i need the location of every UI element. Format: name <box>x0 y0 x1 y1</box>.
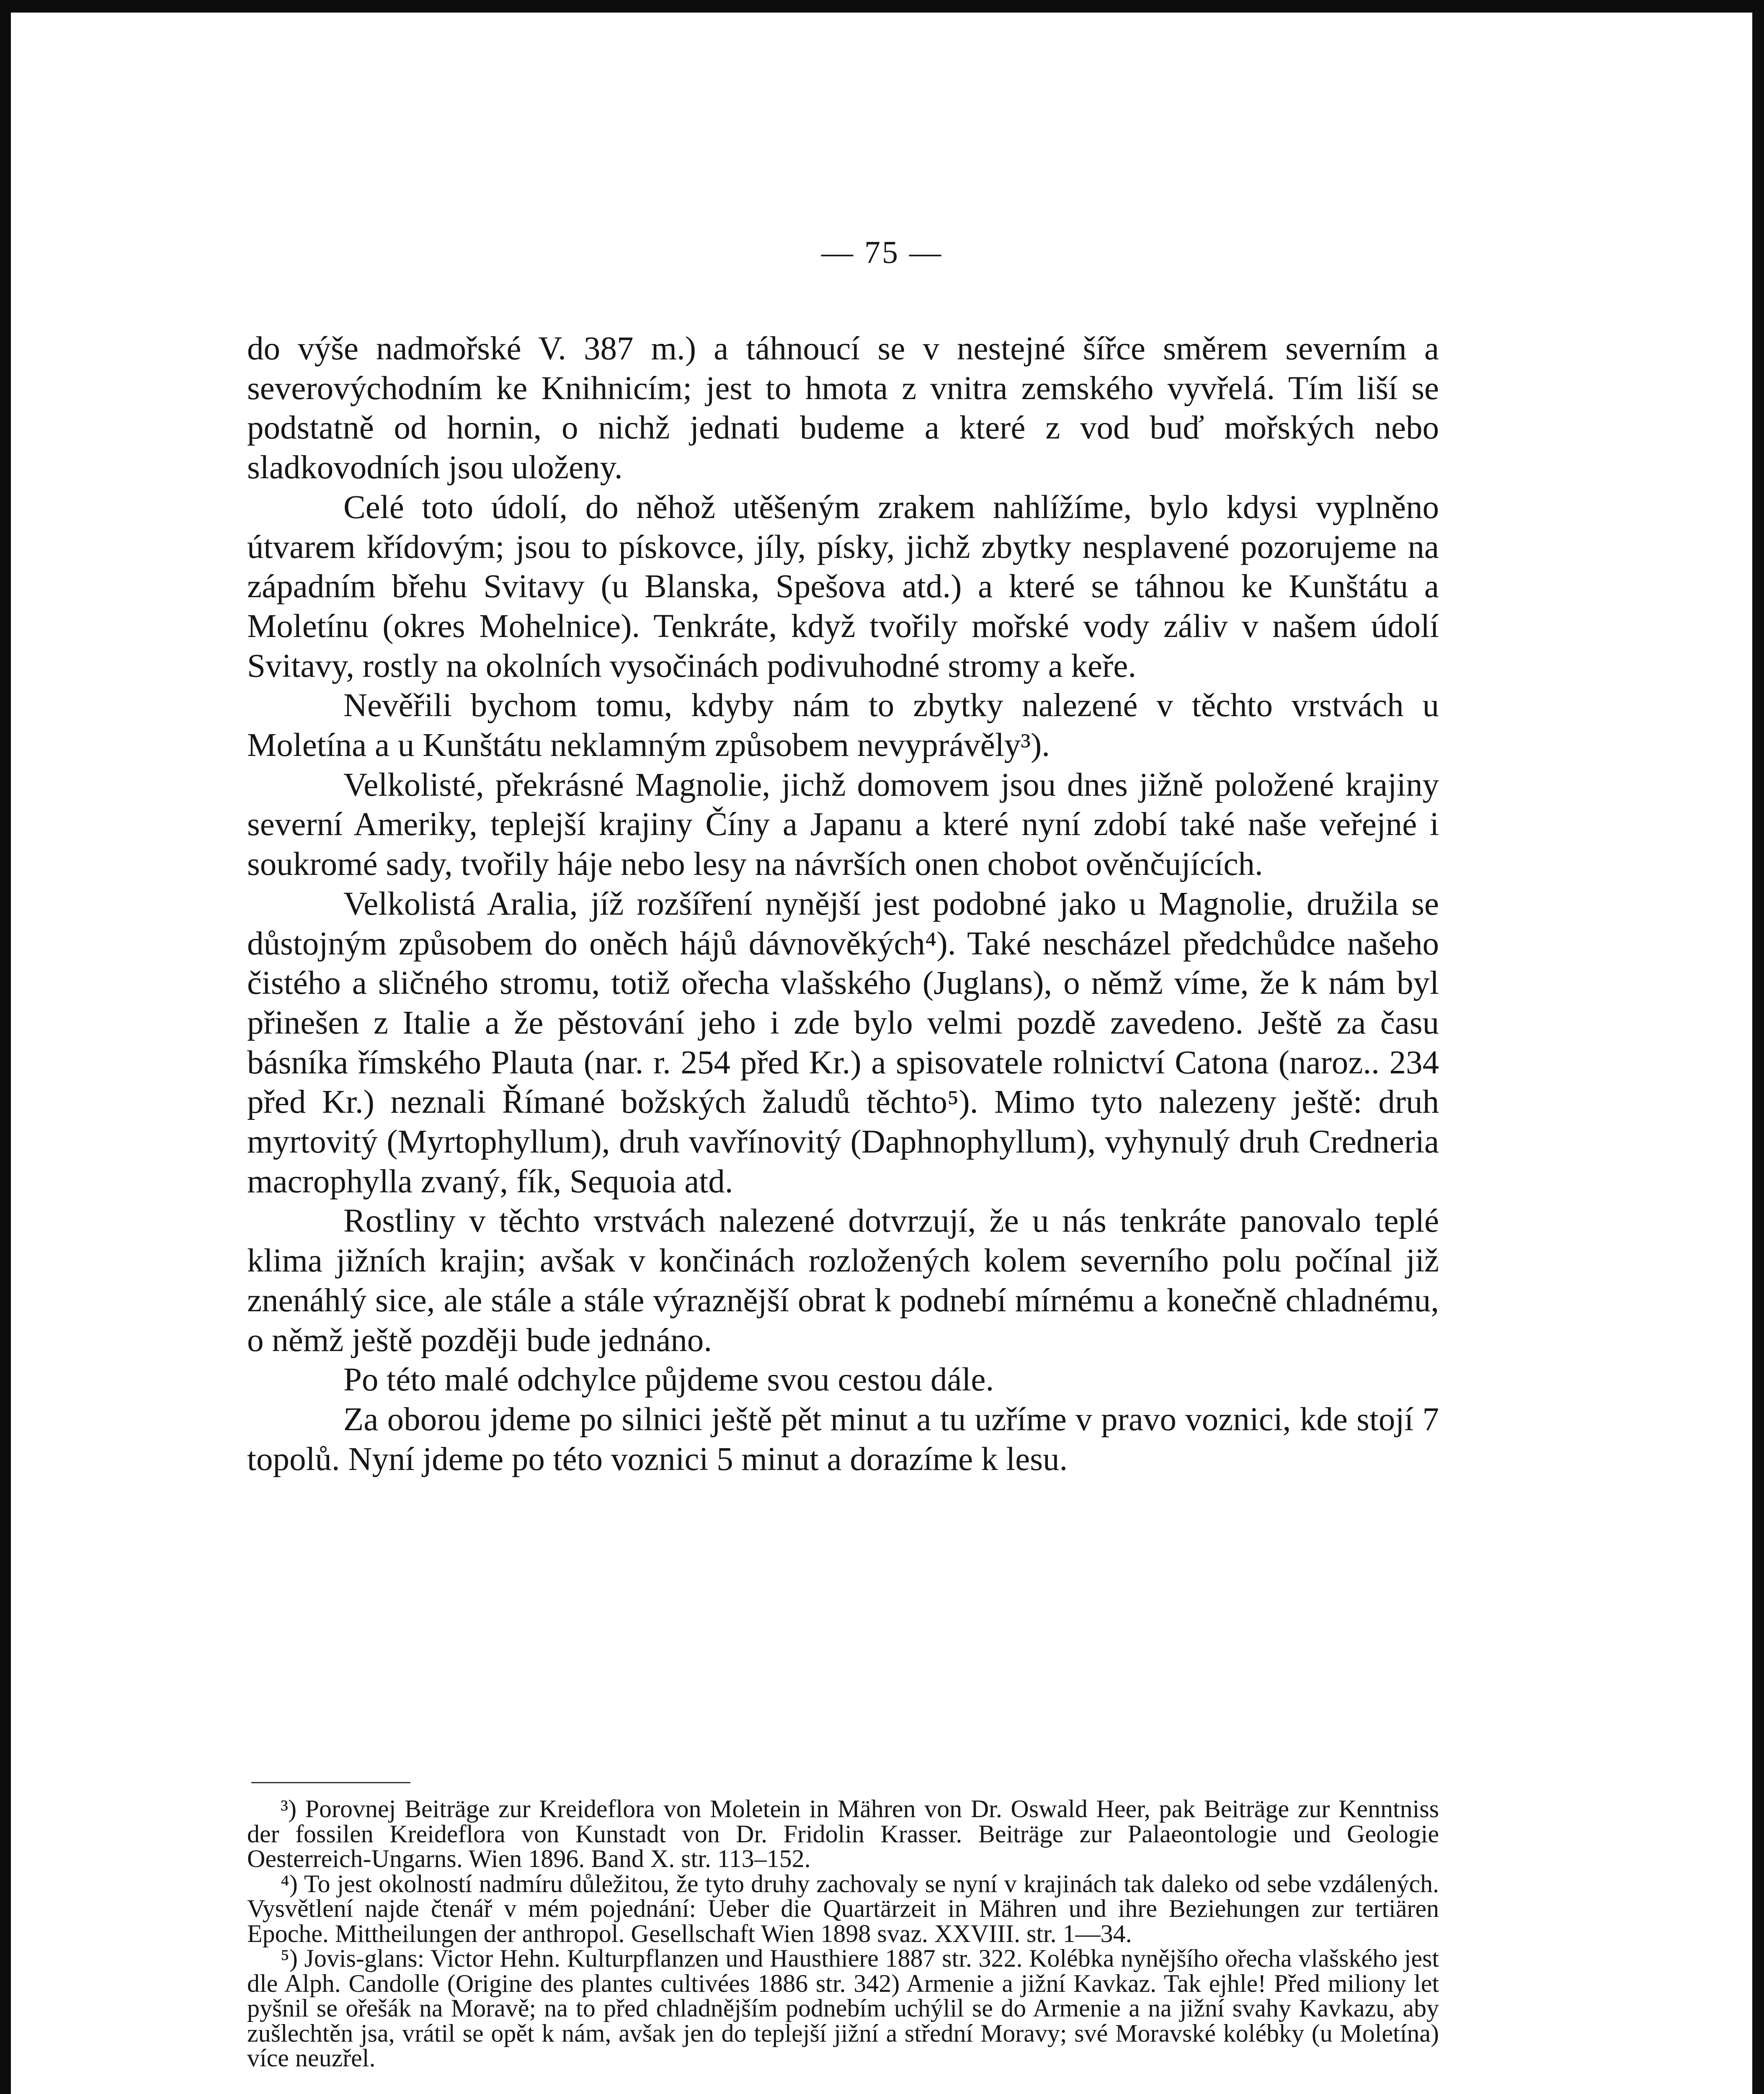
footnote-divider <box>251 1782 410 1783</box>
paragraph: Celé toto údolí, do něhož utěšeným zrakem nahlížíme, bylo kdysi vyplněno útvarem křídovým; jsou to pískovce, jíly, písky, jichž zbytky nesplavené pozorujeme na západním břehu Svitavy (u Blanska, Spešova atd.) a které se táhnou ke Kunštátu a Moletínu (okres Mohelnice). Tenkráte, když tvořily mořské vody záliv v našem údolí Svitavy, rostly na okolních vysočinách podivuhodné stromy a keře. <box>247 489 1439 684</box>
paragraph: Rostliny v těchto vrstvách nalezené dotvrzují, že u nás tenkráte panovalo teplé klima jižních krajin; avšak v končinách rozložených kolem severního polu počínal již znenáhlý sice, ale stále a stále výraznější obrat k podnebí mírnému a konečně chladnému, o němž ještě později bude jednáno. <box>247 1203 1439 1359</box>
paragraph: Nevěřili bychom tomu, kdyby nám to zbytky nalezené v těchto vrstvách u Moletína a u Kunštátu neklamným způsobem nevyprávěly³). <box>247 687 1439 764</box>
page-number: — 75 — <box>821 235 943 270</box>
scan-border-left <box>0 0 11 2094</box>
paragraph: Za oborou jdeme po silnici ještě pět minut a tu uzříme v pravo voznici, kde stojí 7 topolů. Nyní jdeme po této voznici 5 minut a dorazíme k lesu. <box>247 1401 1439 1478</box>
paragraph: Po této malé odchylce půjdeme svou cestou dále. <box>343 1362 994 1398</box>
scan-border-top <box>0 0 1764 13</box>
footnotes <box>247 1797 1439 2071</box>
scan-border-right <box>1752 0 1764 2094</box>
footnote: ⁵) Jovis-glans: Victor Hehn. Kulturpflanzen und Hausthiere 1887 str. 322. Kolébka nynějšího ořecha vlašského jest dle Alph. Candolle (Origine des plantes cultivées 1886 str. 342) Armenie a jižní Kavkaz. Tak ejhle! Před miliony let pyšnil se ořešák na Moravě; na to před chladnějším podnebím uchýlil se do Armenie a na jižní svahy Kavkazu, aby zušlechtěn jsa, vrátil se opět k nám, avšak jen do teplejší jižní a střední Moravy; své Moravské kolébky (u Moletína) více neuzřel. <box>247 1944 1439 2072</box>
body-text <box>247 329 1439 1479</box>
footnote: ³) Porovnej Beiträge zur Kreideflora von Moletein in Mähren von Dr. Oswald Heer, pak Beiträge zur Kenntniss der fossilen Kreideflora von Kunstadt von Dr. Fridolin Krasser. Beiträge zur Palaeontologie und Geologie Oesterreich-Ungarns. Wien 1896. Band X. str. 113–152. <box>247 1795 1439 1872</box>
paragraph: do výše nadmořské V. 387 m.) a táhnoucí se v nestejné šířce směrem severním a severovýchodním ke Knihnicím; jest to hmota z vnitra zemského vyvřelá. Tím liší se podstatně od hornin, o nichž jednati budeme a které z vod buď mořských nebo sladkovodních jsou uloženy. <box>247 330 1439 486</box>
paragraph: Velkolistá Aralia, jíž rozšíření nynější jest podobné jako u Magnolie, družila se důstojným způsobem do oněch hájů dávnověkých⁴). Také nescházel předchůdce našeho čistého a sličného stromu, totiž ořecha vlašského (Juglans), o němž víme, že k nám byl přinešen z Italie a že pěstování jeho i zde bylo velmi pozdě zavedeno. Ještě za času básníka římského Plauta (nar. r. 254 před Kr.) a spisovatele rolnictví Catona (naroz.. 234 před Kr.) neznali Římané božských žaludů těchto⁵). Mimo tyto nalezeny ještě: druh myrtovitý (Myrtophyllum), druh vavřínovitý (Daphnophyllum), vyhynulý druh Credneria macrophylla zvaný, fík, Sequoia atd. <box>247 885 1439 1200</box>
paragraph: Velkolisté, překrásné Magnolie, jichž domovem jsou dnes jižně položené krajiny severní Ameriky, teplejší krajiny Číny a Japanu a které nyní zdobí také naše veřejné i soukromé sady, tvořily háje nebo lesy na návrších onen chobot ověnčujících. <box>247 766 1439 883</box>
footnote: ⁴) To jest okolností nadmíru důležitou, že tyto druhy zachovaly se nyní v krajinách tak daleko od sebe vzdálených. Vysvětlení najde čtenář v mém pojednání: Ueber die Quartärzeit in Mähren und ihre Beziehungen zur tertiären Epoche. Mittheilungen der anthropol. Gesellschaft Wien 1898 svaz. XXVIII. str. 1—34. <box>247 1870 1439 1947</box>
